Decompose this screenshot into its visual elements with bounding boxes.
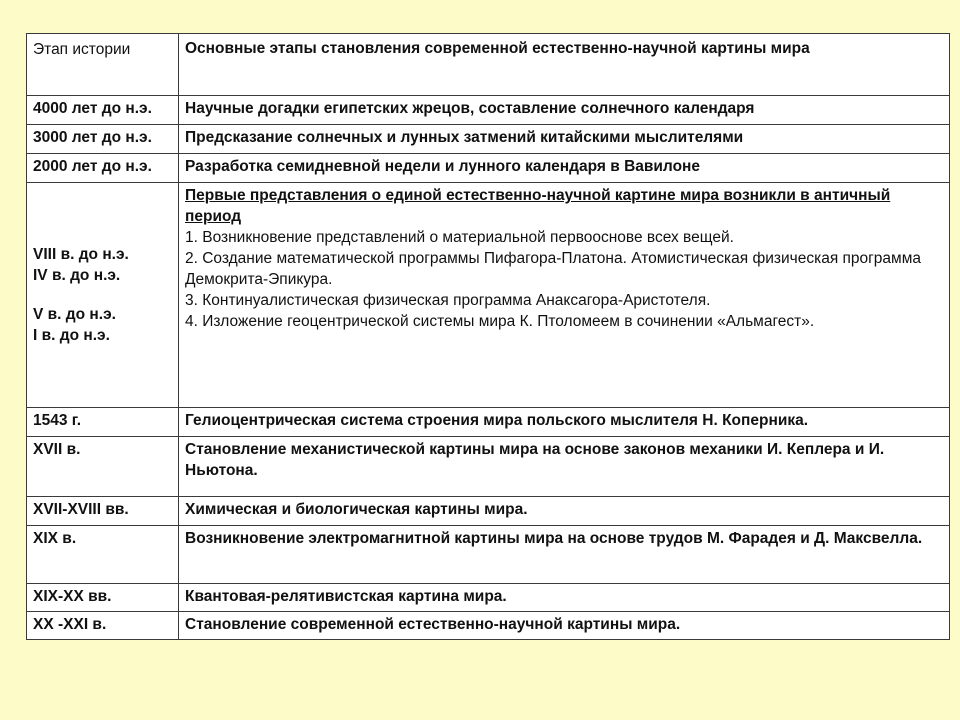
ancient-item: 4. Изложение геоцентрической системы мира К. Птоломеем в сочинении «Альмагест». [185,313,815,330]
table-title: Основные этапы становления современной естественно-научной картины мира [179,34,950,96]
event-cell: Становление современной естественно-научной картины мира. [179,612,950,640]
ancient-item: 3. Континуалистическая физическая программа Анаксагора-Аристотеля. [185,292,711,309]
table-row [27,408,950,437]
period-cell: 3000 лет до н.э. [27,125,179,154]
event-cell: Квантовая-релятивистская картина мира. [179,584,950,612]
table-row [27,526,950,584]
event-cell: Становление механистической картины мира на основе законов механики И. Кеплера и И. Ньютона. [179,437,950,497]
ancient-period: IV в. до н.э. [33,267,121,284]
period-cell: 2000 лет до н.э. [27,154,179,183]
ancient-heading: Первые представления о единой естественно-научной картине мира возникли в античный период [185,187,891,225]
event-cell: Предсказание солнечных и лунных затмений китайскими мыслителями [179,125,950,154]
ancient-item: 1. Возникновение представлений о материальной первооснове всех вещей. [185,229,734,246]
ancient-period: VIII в. до н.э. [33,246,129,263]
event-cell: Разработка семидневной недели и лунного календаря в Вавилоне [179,154,950,183]
event-cell: Возникновение электромагнитной картины мира на основе трудов М. Фарадея и Д. Максвелла. [179,526,950,584]
table-row [27,437,950,497]
period-cell: 4000 лет до н.э. [27,96,179,125]
period-cell: XX -XXI в. [27,612,179,640]
ancient-item: 2. Создание математической программы Пифагора-Платона. Атомистическая физическая программа Демокрита-Эпикура. [185,250,921,288]
table-row [27,612,950,640]
period-cell: XVII в. [27,437,179,497]
ancient-period: V в. до н.э. [33,306,116,323]
ancient-period-cell [27,183,179,408]
period-cell: XIX-XX вв. [27,584,179,612]
table-row-ancient [27,183,950,408]
event-cell: Гелиоцентрическая система строения мира польского мыслителя Н. Коперника. [179,408,950,437]
ancient-event-cell [179,183,950,408]
period-cell: XVII-XVIII вв. [27,497,179,526]
table-row [27,584,950,612]
table-row [27,497,950,526]
ancient-period: I в. до н.э. [33,327,110,344]
table-row [27,125,950,154]
event-cell: Химическая и биологическая картины мира. [179,497,950,526]
table-row [27,96,950,125]
history-table [26,33,950,640]
table-header-row [27,34,950,96]
period-cell: XIX в. [27,526,179,584]
event-cell: Научные догадки египетских жрецов, составление солнечного календаря [179,96,950,125]
period-cell: 1543 г. [27,408,179,437]
table-row [27,154,950,183]
period-column-header: Этап истории [27,34,179,96]
